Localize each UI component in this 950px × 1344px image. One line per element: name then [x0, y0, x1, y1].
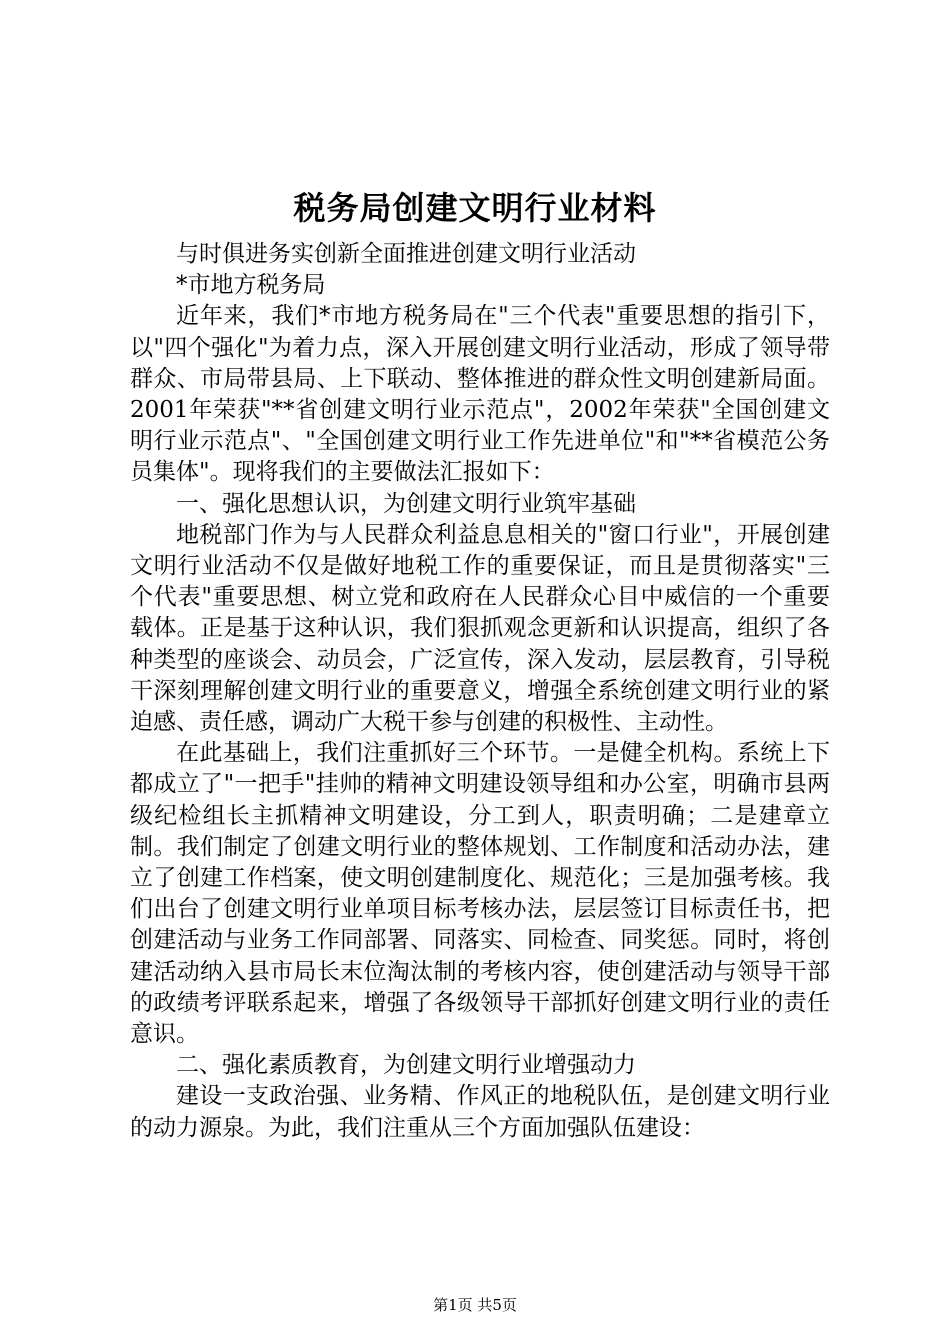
body-paragraph: 在此基础上，我们注重抓好三个环节。一是健全机构。系统上下都成立了"一把手"挂帅的精神文明建设领导组和办公室，明确市县两级纪检组长主抓精神文明建设，分工到人，职责明确；二是建章立制。我们制定了创建文明行业的整体规划、工作制度和活动办法，建立了创建工作档案，使文明创建制度化、规范化；三是加强考核。我们出台了创建文明行业单项目标考核办法，层层签订目标责任书，把创建活动与业务工作同部署、同落实、同检查、同奖惩。同时，将创建活动纳入县市局长末位淘汰制的考核内容，使创建活动与领导干部的政绩考评联系起来，增强了各级领导干部抓好创建文明行业的责任意识。	[130, 740, 830, 1048]
subtitle-paragraph: 与时俱进务实创新全面推进创建文明行业活动	[176, 241, 636, 267]
section-heading: 二、强化素质教育，为创建文明行业增强动力	[176, 1052, 636, 1079]
document-body	[130, 239, 830, 1144]
body-paragraph: 建设一支政治强、业务精、作风正的地税队伍，是创建文明行业的动力源泉。为此，我们注重从三个方面加强队伍建设：	[130, 1083, 830, 1141]
document-title: 税务局创建文明行业材料	[293, 189, 657, 227]
page-footer: 第1页 共5页	[433, 1296, 517, 1314]
body-paragraph: 地税部门作为与人民群众利益息息相关的"窗口行业"，开展创建文明行业活动不仅是做好地税工作的重要保证，而且是贯彻落实"三个代表"重要思想、树立党和政府在人民群众心目中威信的一个重要载体。正是基于这种认识，我们狠抓观念更新和认识提高，组织了各种类型的座谈会、动员会，广泛宣传，深入发动，层层教育，引导税干深刻理解创建文明行业的重要意义，增强全系统创建文明行业的紧迫感、责任感，调动广大税干参与创建的积极性、主动性。	[130, 521, 830, 736]
section-heading: 一、强化思想认识，为创建文明行业筑牢基础	[176, 490, 636, 517]
body-paragraph: 近年来，我们*市地方税务局在"三个代表"重要思想的指引下，以"四个强化"为着力点，深入开展创建文明行业活动，形成了领导带群众、市局带县局、上下联动、整体推进的群众性文明创建新局面。2001年荣获"**省创建文明行业示范点"，2002年荣获"全国创建文明行业示范点"、"全国创建文明行业工作先进单位"和"**省模范公务员集体"。现将我们的主要做法汇报如下：	[130, 303, 830, 486]
author-paragraph: *市地方税务局	[176, 272, 326, 299]
